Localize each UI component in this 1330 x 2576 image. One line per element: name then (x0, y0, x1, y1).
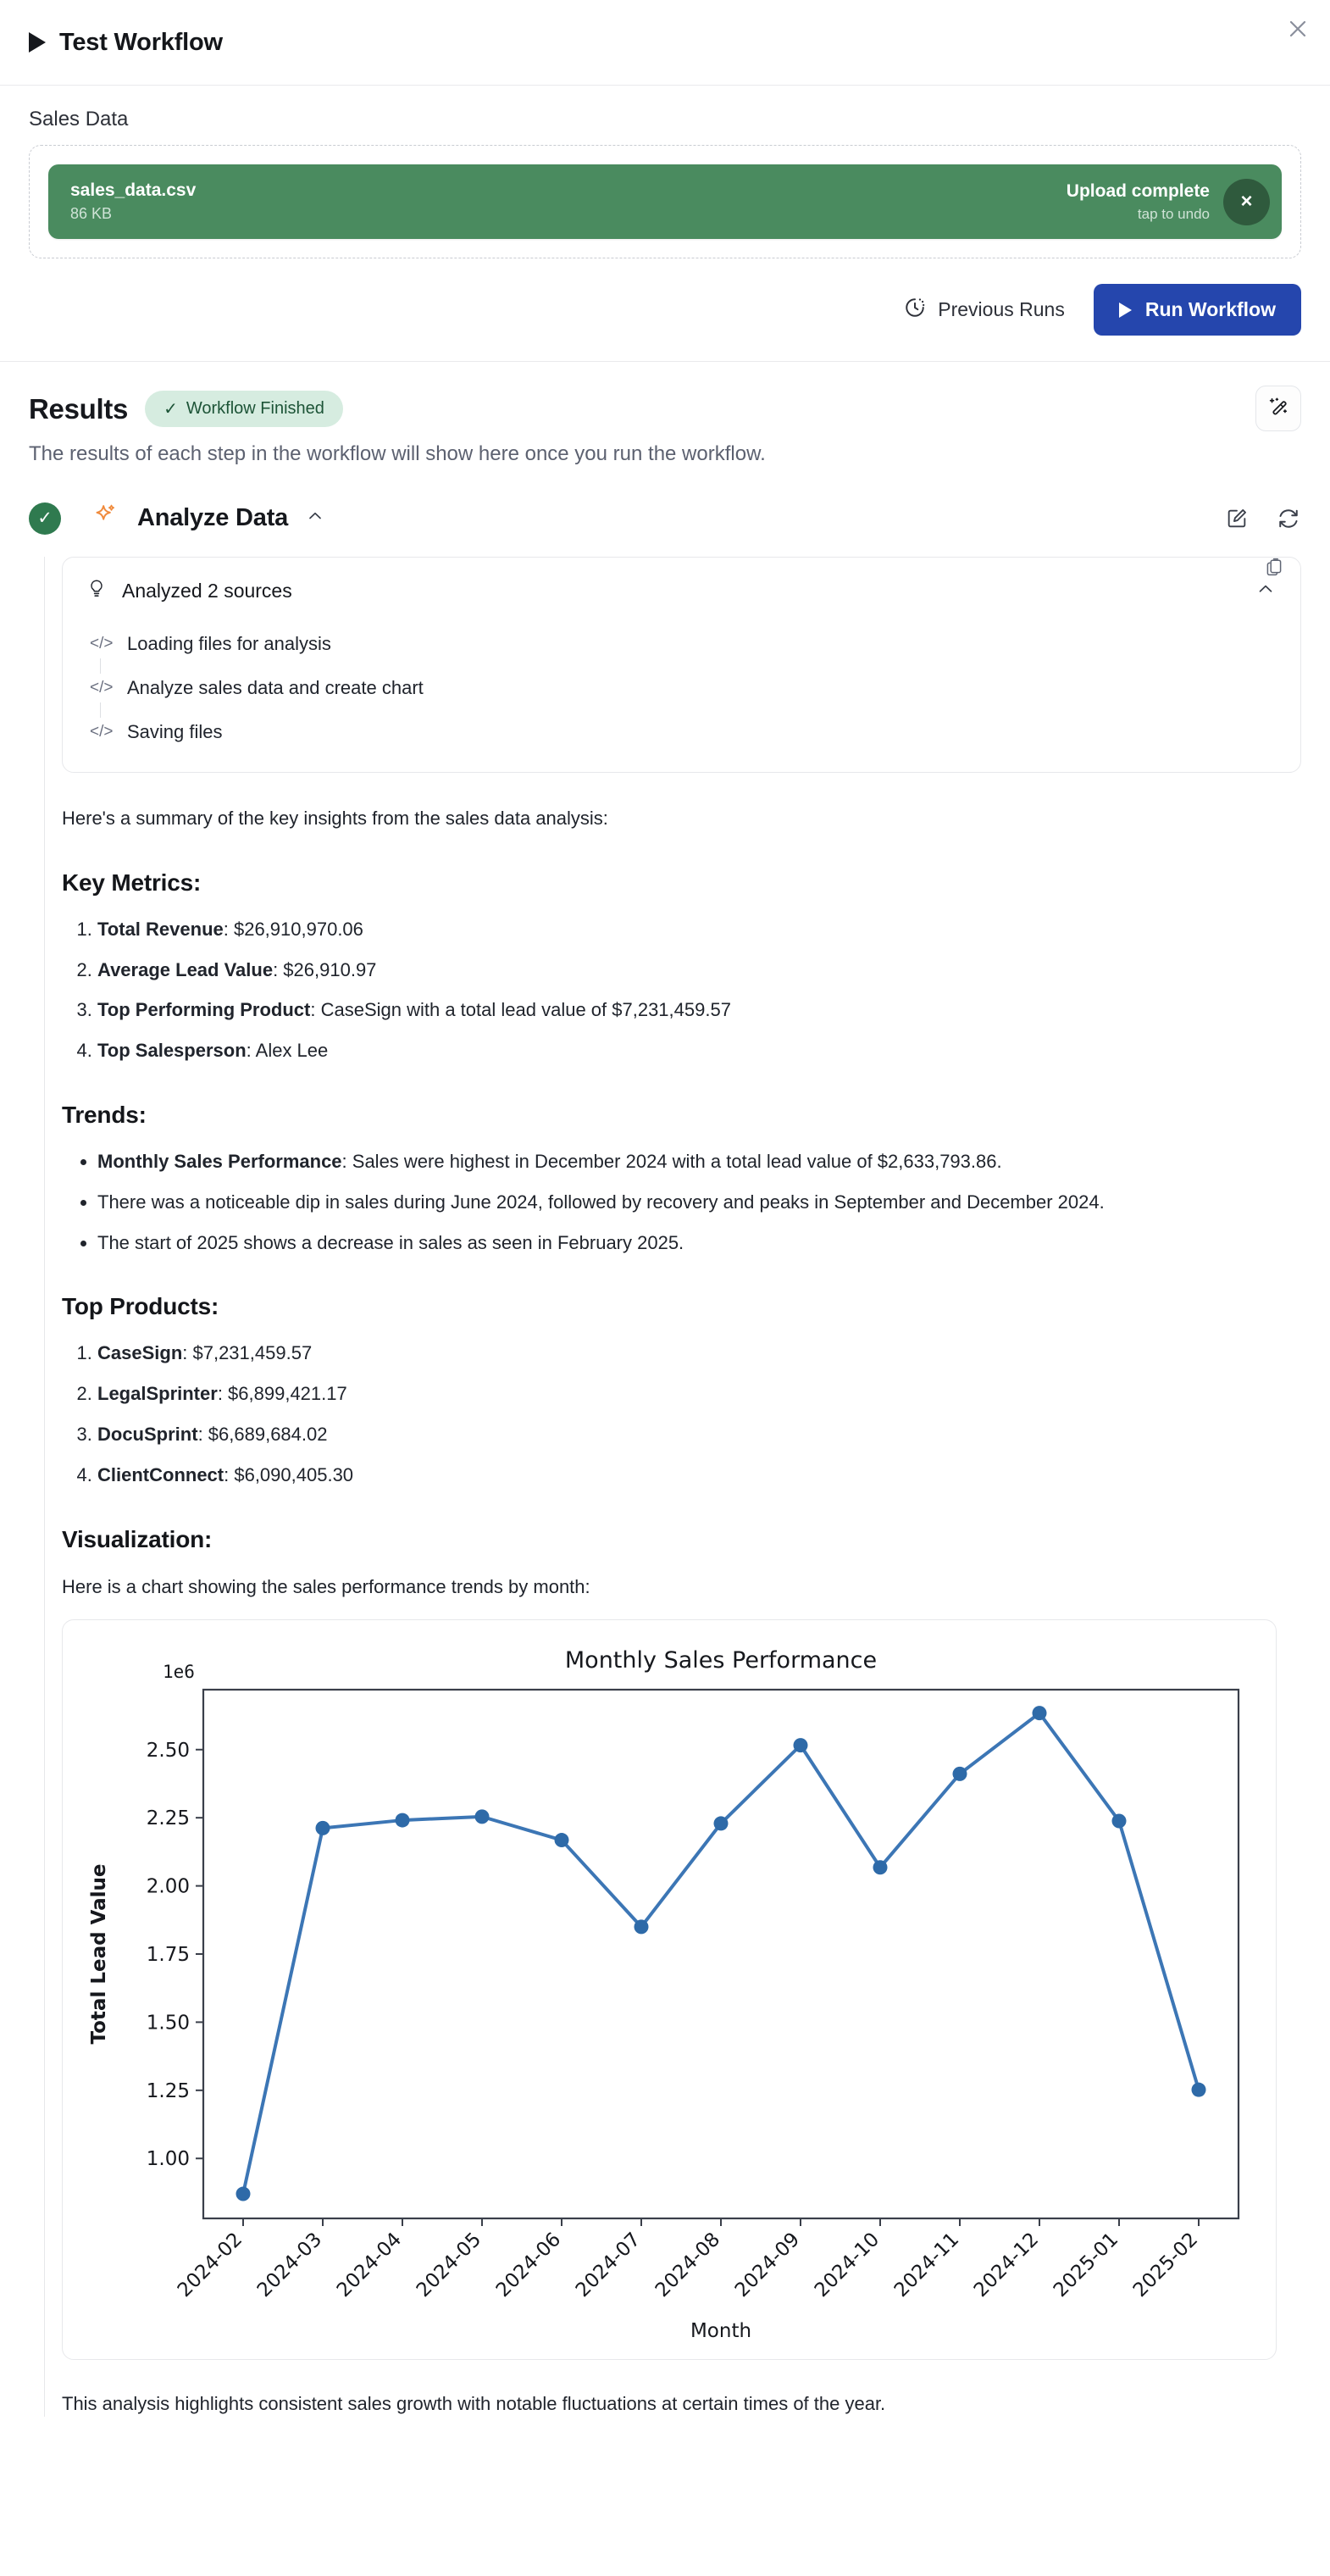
step-connector (100, 702, 101, 718)
play-icon (1119, 303, 1132, 318)
y-axis-label: Total Lead Value (88, 1863, 110, 2045)
list-item (97, 1190, 1284, 1216)
list-item-label: Analyze sales data and create chart (127, 677, 424, 698)
product-value: : $6,689,684.02 (197, 1424, 328, 1446)
metric-label: Average Lead Value (97, 958, 274, 980)
chart-card (62, 1619, 1277, 2360)
upload-status-label: Upload complete (1066, 180, 1210, 201)
x-axis-tick-label: 2024-09 (730, 2228, 805, 2301)
magic-wand-icon (1266, 395, 1290, 423)
upload-field-label: Sales Data (29, 108, 129, 130)
x-axis-tick-label: 2024-12 (969, 2228, 1044, 2301)
check-icon: ✓ (163, 400, 178, 419)
list-item (97, 917, 1284, 943)
list-item (97, 1341, 1284, 1367)
visualization-intro: Here is a chart showing the sales performance trends by month: (62, 1575, 590, 1597)
metric-value: : Alex Lee (246, 1040, 329, 1062)
product-label: CaseSign (97, 1342, 183, 1364)
y-axis-tick-label: 2.00 (146, 1875, 190, 1898)
heading-top-products: Top Products: (62, 1293, 219, 1320)
y-axis-tick-label: 1.25 (146, 2079, 190, 2102)
product-value: : $6,090,405.30 (224, 1463, 354, 1485)
chart-data-point (953, 1766, 967, 1780)
metric-value: : $26,910,970.06 (223, 918, 363, 940)
previous-runs-button[interactable] (899, 288, 1070, 332)
chart-data-point (635, 1919, 649, 1934)
chart-data-point (873, 1860, 888, 1874)
code-icon: </> (90, 635, 114, 652)
list-item (97, 1381, 1284, 1407)
edit-icon[interactable] (1225, 507, 1249, 530)
uploaded-file-name: sales_data.csv (70, 180, 197, 200)
step-connector (100, 658, 101, 674)
results-header (29, 391, 1301, 427)
magic-wand-button[interactable] (1255, 386, 1301, 431)
results-section (0, 362, 1330, 466)
product-value: : $6,899,421.17 (217, 1383, 347, 1405)
list-item-label: Loading files for analysis (127, 633, 331, 654)
workflow-step-analyze-data (0, 502, 1330, 2417)
metric-value: : $26,910.97 (273, 958, 377, 980)
list-item[interactable] (86, 718, 1277, 747)
heading-trends: Trends: (62, 1102, 147, 1129)
chart-data-point (1033, 1706, 1047, 1720)
results-subtitle: The results of each step in the workflow will show here once you run the workflow. (29, 442, 766, 465)
remove-file-button[interactable]: × (1223, 179, 1270, 225)
sparkle-icon (91, 502, 120, 535)
list-item (97, 1422, 1284, 1448)
analysis-closing-text: This analysis highlights consistent sales growth with notable fluctuations at certain times of the year. (62, 2392, 886, 2414)
list-item (97, 1463, 1284, 1489)
analysis-intro: Here's a summary of the key insights from the sales data analysis: (62, 808, 608, 829)
file-dropzone[interactable] (29, 145, 1301, 258)
page-title: Test Workflow (59, 28, 223, 56)
chart-data-point (714, 1816, 729, 1830)
list-item (97, 1038, 1284, 1064)
y-axis-tick-label: 2.25 (146, 1807, 190, 1829)
x-axis-label: Month (690, 2319, 752, 2342)
workflow-action-row (0, 258, 1330, 362)
metric-label: Total Revenue (97, 918, 224, 940)
chart-offset-label: 1e6 (163, 1661, 195, 1682)
code-icon: </> (90, 723, 114, 741)
analyzed-sources-title: Analyzed 2 sources (122, 580, 292, 602)
metric-label: Top Salesperson (97, 1040, 247, 1062)
chevron-up-icon[interactable] (305, 506, 325, 530)
heading-key-metrics: Key Metrics: (62, 869, 202, 896)
run-workflow-button[interactable] (1094, 284, 1301, 336)
upload-status-group (1067, 179, 1270, 225)
list-item[interactable] (86, 630, 1277, 658)
step-body (44, 557, 1301, 2417)
history-clock-icon (904, 297, 926, 324)
trend-value: There was a noticeable dip in sales during June 2024, followed by recovery and peaks in September and December 2024. (97, 1191, 1105, 1213)
analysis-closing (62, 2390, 1284, 2418)
top-products-list (62, 1341, 1284, 1488)
step-header[interactable] (29, 502, 1301, 535)
trend-value: The start of 2025 shows a decrease in sales as seen in February 2025. (97, 1231, 684, 1253)
y-axis-tick-label: 2.50 (146, 1739, 190, 1762)
upload-undo-hint: tap to undo (1137, 205, 1210, 222)
status-badge (145, 391, 343, 427)
status-badge-label: Workflow Finished (186, 399, 324, 418)
uploaded-file-row (48, 164, 1282, 239)
chart-data-point (396, 1813, 410, 1827)
step-status-check-icon: ✓ (29, 502, 61, 535)
monthly-sales-performance-chart (76, 1634, 1262, 2346)
upload-status-text (1067, 181, 1210, 223)
close-icon[interactable] (1283, 14, 1313, 44)
trend-label: Monthly Sales Performance (97, 1151, 342, 1173)
chart-data-point (236, 2186, 251, 2201)
key-metrics-list (62, 917, 1284, 1064)
product-label: ClientConnect (97, 1463, 224, 1485)
analyzed-sources-panel (62, 557, 1301, 773)
y-axis-tick-label: 1.00 (146, 2147, 190, 2170)
chart-title: Monthly Sales Performance (564, 1646, 878, 1674)
chart-data-point (475, 1809, 490, 1824)
chart-data-point (316, 1820, 330, 1835)
trend-value: : Sales were highest in December 2024 with a total lead value of $2,633,793.86. (341, 1151, 1002, 1173)
list-item (97, 1230, 1284, 1257)
chart-data-point (1192, 2082, 1206, 2096)
x-axis-tick-label: 2024-07 (571, 2228, 646, 2301)
x-axis-tick-label: 2024-05 (412, 2228, 486, 2301)
upload-section (0, 86, 1330, 258)
x-axis-tick-label: 2024-03 (252, 2228, 327, 2301)
previous-runs-label: Previous Runs (938, 298, 1065, 320)
x-axis-tick-label: 2024-10 (810, 2228, 884, 2301)
trends-list (62, 1149, 1284, 1256)
chart-data-point (794, 1738, 808, 1752)
uploaded-file-size: 86 KB (70, 205, 113, 222)
x-axis-tick-label: 2024-06 (491, 2228, 566, 2301)
uploaded-file-info (70, 180, 196, 223)
play-icon (29, 32, 46, 53)
refresh-icon[interactable] (1276, 506, 1301, 531)
analysis-markdown (62, 805, 1301, 2417)
product-label: LegalSprinter (97, 1383, 218, 1405)
chart-series-line (243, 1713, 1199, 2193)
x-axis-tick-label: 2025-02 (1128, 2228, 1203, 2301)
chart-data-point (1112, 1813, 1127, 1828)
metric-label: Top Performing Product (97, 999, 311, 1021)
copy-icon[interactable] (1255, 550, 1293, 584)
list-item (97, 958, 1284, 984)
x-axis-tick-label: 2024-08 (651, 2228, 725, 2301)
x-axis-tick-label: 2024-04 (332, 2228, 407, 2301)
list-item-label: Saving files (127, 721, 223, 742)
workflow-title-group (29, 29, 223, 57)
results-title: Results (29, 392, 129, 425)
analyzed-sources-header[interactable] (86, 578, 1277, 604)
y-axis-tick-label: 1.50 (146, 2011, 190, 2034)
run-workflow-label: Run Workflow (1144, 298, 1276, 320)
y-axis-tick-label: 1.75 (146, 1943, 190, 1966)
x-axis-tick-label: 2025-01 (1049, 2228, 1123, 2301)
window-topbar (0, 0, 1330, 86)
heading-visualization: Visualization: (62, 1525, 213, 1552)
list-item[interactable] (86, 674, 1277, 702)
step-title: Analyze Data (137, 504, 289, 531)
list-item (97, 997, 1284, 1024)
code-icon: </> (90, 679, 114, 697)
lightbulb-icon (86, 578, 107, 604)
x-axis-tick-label: 2024-02 (173, 2228, 247, 2301)
analyzed-sources-list (86, 630, 1277, 747)
product-value: : $7,231,459.57 (182, 1342, 313, 1364)
step-action-buttons (1225, 506, 1301, 531)
chart-data-point (555, 1833, 569, 1847)
list-item (97, 1149, 1284, 1175)
metric-value: : CaseSign with a total lead value of $7,231,459.57 (310, 999, 731, 1021)
product-label: DocuSprint (97, 1424, 198, 1446)
x-axis-tick-label: 2024-11 (889, 2228, 964, 2301)
